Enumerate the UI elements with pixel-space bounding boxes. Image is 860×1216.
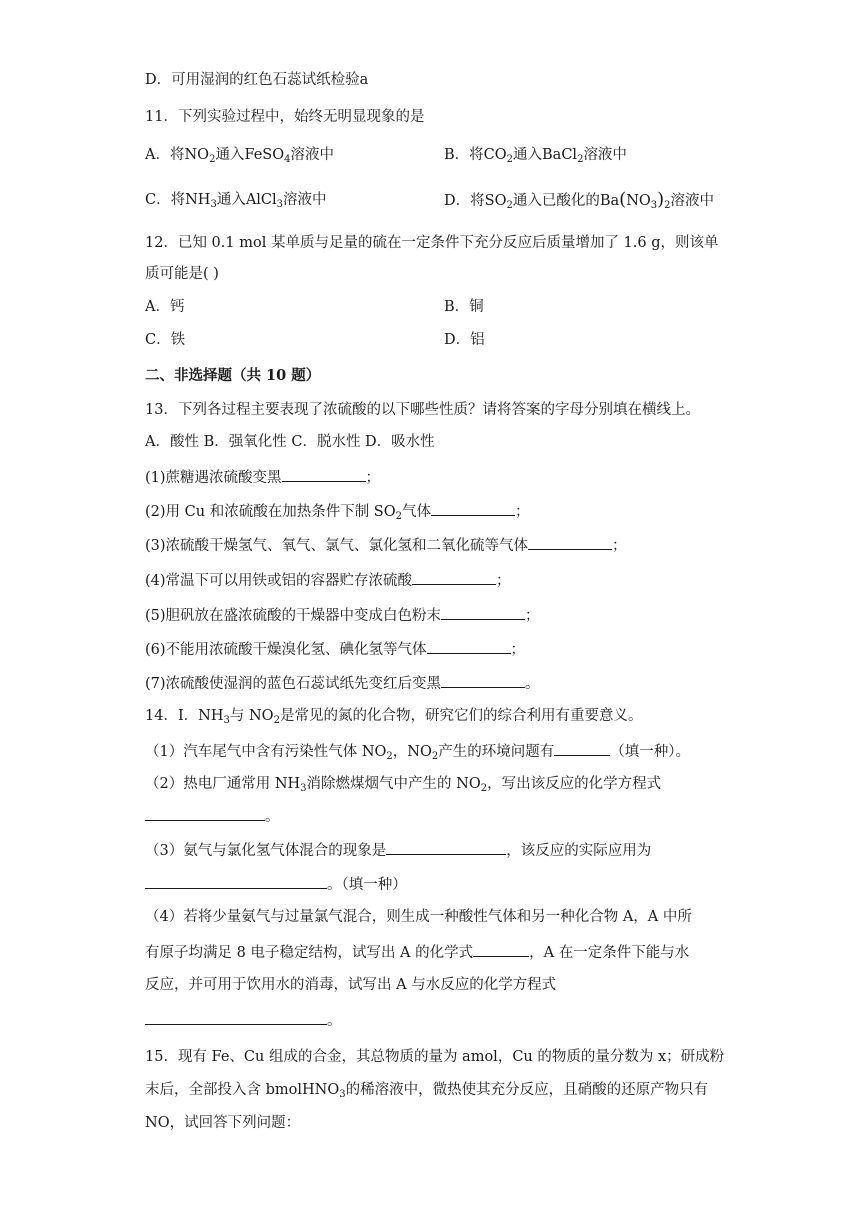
q13-part-1: (1)蔗糖遇浓硫酸变黑 ； (145, 467, 380, 488)
q12-option-b: B．铜 (444, 299, 484, 315)
q14-part-2: （2）热电厂通常用 $NH_3$消除燃煤烟气中产生的 $NO_2$，写出该反应的化学方程式 (145, 776, 662, 794)
q10-option-d: D．可用湿润的红色石蕊试纸检验a (145, 72, 369, 88)
q11-option-c: C．将$NH_3$通入AlCl$_3$溶液中 (145, 192, 327, 210)
q13-part-2: (2)用 Cu 和浓硫酸在加热条件下制 $SO_2$气体 ； (145, 501, 530, 522)
q13-part-3: (3)浓硫酸干燥氢气、氧气、氯气、氯化氢和二氧化硫等气体 ； (145, 535, 627, 556)
answer-blank[interactable] (412, 570, 496, 585)
answer-blank[interactable] (554, 741, 610, 756)
q14-part-2-answer: 。 (145, 806, 280, 827)
answer-blank[interactable] (282, 467, 366, 482)
q13-part-4: (4)常温下可以用铁或铝的容器贮存浓硫酸 ； (145, 570, 511, 591)
q12-stem-line1: 12．已知 0.1 mol 某单质与足量的硫在一定条件下充分反应后质量增加了 1.6 g，则该单 (145, 235, 719, 251)
q14-part-4-line2: 有原子均满足 8 电子稳定结构，试写出 A 的化学式 ，A 在一定条件下能与水 (145, 942, 689, 963)
q14-part-3: （3）氨气与氯化氢气体混合的现象是 ，该反应的实际应用为 (145, 840, 651, 861)
q15-line3: NO，试回答下列问题： (145, 1115, 301, 1131)
q11-option-b: B．将$CO_2$通入BaCl$_2$溶液中 (444, 147, 627, 165)
answer-blank[interactable] (528, 535, 612, 550)
answer-blank[interactable] (145, 1010, 327, 1025)
answer-blank[interactable] (431, 501, 515, 516)
q12-option-c: C．铁 (145, 332, 186, 348)
q12-option-a: A．钙 (145, 299, 185, 315)
q11-option-d: D．将$SO_2$通入已酸化的$Ba(NO_3)_2$溶液中 (444, 189, 715, 211)
q14-part-4-answer: 。 (145, 1010, 342, 1031)
q12-option-d: D．铝 (444, 332, 485, 348)
answer-blank[interactable] (441, 673, 525, 688)
section-heading: 二、非选择题（共 10 题） (145, 367, 321, 384)
q11-option-a: A．将$NO_2$通入FeSO$_4$溶液中 (145, 147, 334, 165)
q12-stem-line2: 质可能是( ) (145, 266, 219, 282)
q13-options: A．酸性 B．强氧化性 C．脱水性 D．吸水性 (145, 434, 435, 450)
q13-part-5: (5)胆矾放在盛浓硫酸的干燥器中变成白色粉末 ； (145, 605, 540, 626)
q14-intro: 14．I．$NH_3$与 $NO_2$是常见的氮的化合物，研究它们的综合利用有重要意义。 (145, 708, 643, 726)
q15-line1: 15．现有 Fe、Cu 组成的合金，其总物质的量为 amol，Cu 的物质的量分数为 x；研成粉 (145, 1049, 725, 1065)
q11-stem: 11．下列实验过程中，始终无明显现象的是 (145, 109, 425, 125)
q15-line2: 末后，全部投入含 bmolHNO$_3$的稀溶液中，微热使其充分反应，且硝酸的还原产物只有 (145, 1082, 709, 1100)
q14-part-1: （1）汽车尾气中含有污染性气体 $NO_2$，$NO_2$产生的环境问题有 （填一种）。 (145, 741, 690, 762)
answer-blank[interactable] (441, 605, 525, 620)
q13-part-7: (7)浓硫酸使湿润的蓝色石蕊试纸先变红后变黑 。 (145, 673, 540, 694)
answer-blank[interactable] (145, 806, 265, 821)
answer-blank[interactable] (473, 942, 529, 957)
q14-part-4-line3: 反应，并可用于饮用水的消毒，试写出 A 与水反应的化学方程式 (145, 977, 557, 993)
q13-part-6: (6)不能用浓硫酸干燥溴化氢、碘化氢等气体 ； (145, 639, 525, 660)
q14-part-4-line1: （4）若将少量氨气与过量氯气混合，则生成一种酸性气体和另一种化合物 A，A 中所 (145, 909, 692, 925)
answer-blank[interactable] (145, 874, 327, 889)
q14-part-3-answer: 。（填一种） (145, 874, 407, 895)
q13-stem: 13．下列各过程主要表现了浓硫酸的以下哪些性质？请将答案的字母分别填在横线上。 (145, 402, 700, 418)
answer-blank[interactable] (386, 840, 506, 855)
answer-blank[interactable] (427, 639, 511, 654)
